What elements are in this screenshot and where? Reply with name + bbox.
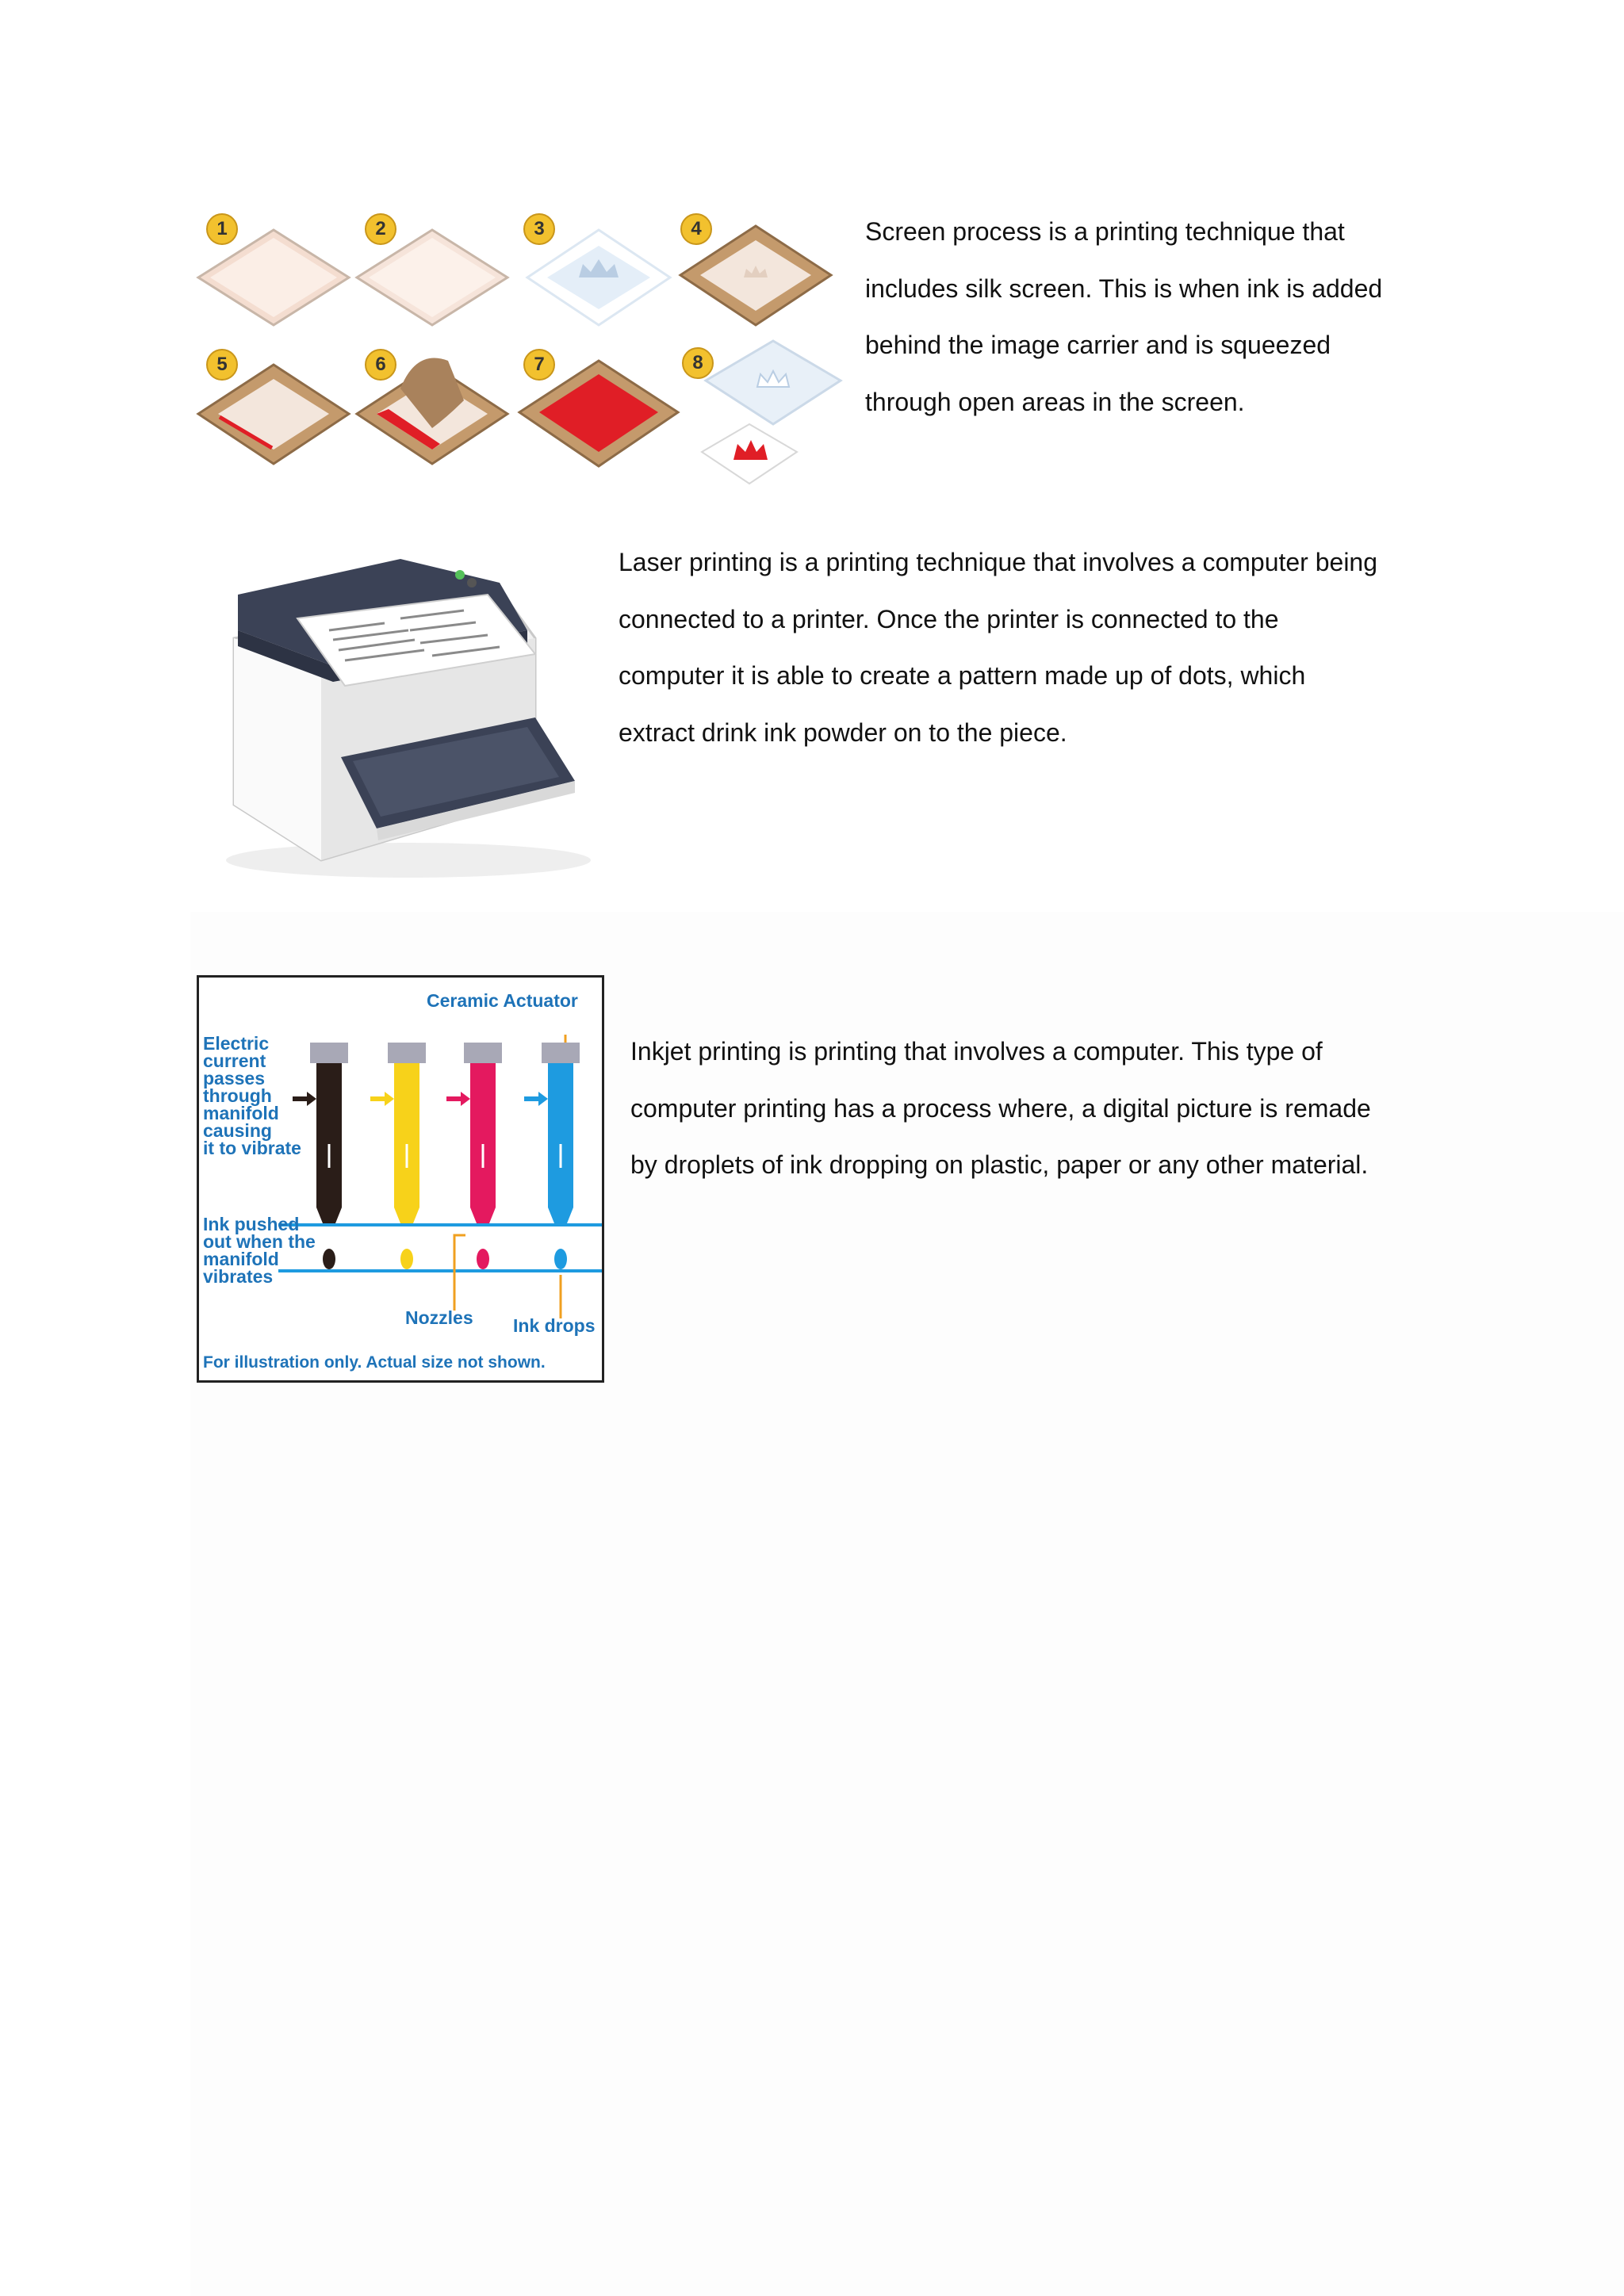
text-line: through open areas in the screen. — [865, 387, 1245, 416]
text-line: by droplets of ink dropping on plastic, paper or any other material. — [630, 1150, 1369, 1179]
step-badge: 1 — [206, 213, 238, 245]
text-line: computer printing has a process where, a digital picture is remade — [630, 1093, 1371, 1123]
ceramic-actuator-label: Ceramic Actuator — [427, 990, 578, 1011]
screen-step-5 — [194, 341, 353, 480]
screen-step-8 — [678, 333, 845, 492]
screen-step-3 — [519, 202, 678, 341]
laser-printing-paragraph — [619, 534, 1377, 761]
step-badge: 2 — [365, 213, 396, 245]
step-badge: 5 — [206, 349, 238, 381]
inkjet-diagram — [197, 975, 604, 1383]
text-line: extract drink ink powder on to the piece. — [619, 718, 1067, 747]
step-badge: 7 — [523, 349, 555, 381]
text-line: Screen process is a printing technique that — [865, 217, 1345, 246]
text-line: Inkjet printing is printing that involves a computer. This type of — [630, 1037, 1323, 1066]
text-line: computer it is able to create a pattern made up of dots, which — [619, 661, 1306, 690]
screen-step-6 — [353, 341, 511, 480]
screen-step-7 — [515, 341, 674, 480]
step-badge: 6 — [365, 349, 396, 381]
screen-step-2 — [353, 202, 511, 341]
screen-process-steps-image — [194, 202, 845, 496]
step-badge: 8 — [682, 347, 714, 379]
nozzles-label: Nozzles — [405, 1307, 473, 1328]
text-line: connected to a printer. Once the printer is connected to the — [619, 604, 1279, 633]
step-badge: 4 — [680, 213, 712, 245]
screen-process-paragraph — [865, 204, 1382, 430]
text-line: includes silk screen. This is when ink is added — [865, 274, 1383, 303]
text-line: Laser printing is a printing technique that involves a computer being — [619, 548, 1378, 576]
inkjet-printing-paragraph — [630, 1024, 1371, 1194]
screen-step-1 — [194, 202, 353, 341]
laser-printer-image — [202, 519, 607, 884]
ink-pushed-label: Ink pushed out when the manifold vibrates — [203, 1214, 316, 1287]
ink-drops-label: Ink drops — [513, 1315, 596, 1336]
text-line: behind the image carrier and is squeezed — [865, 331, 1331, 359]
diagram-footnote: For illustration only. Actual size not shown. — [203, 1353, 546, 1372]
screen-step-4 — [676, 202, 835, 341]
step-badge: 3 — [523, 213, 555, 245]
electric-current-label: Electric current passes through manifold causing it to vibrate — [203, 1033, 301, 1158]
